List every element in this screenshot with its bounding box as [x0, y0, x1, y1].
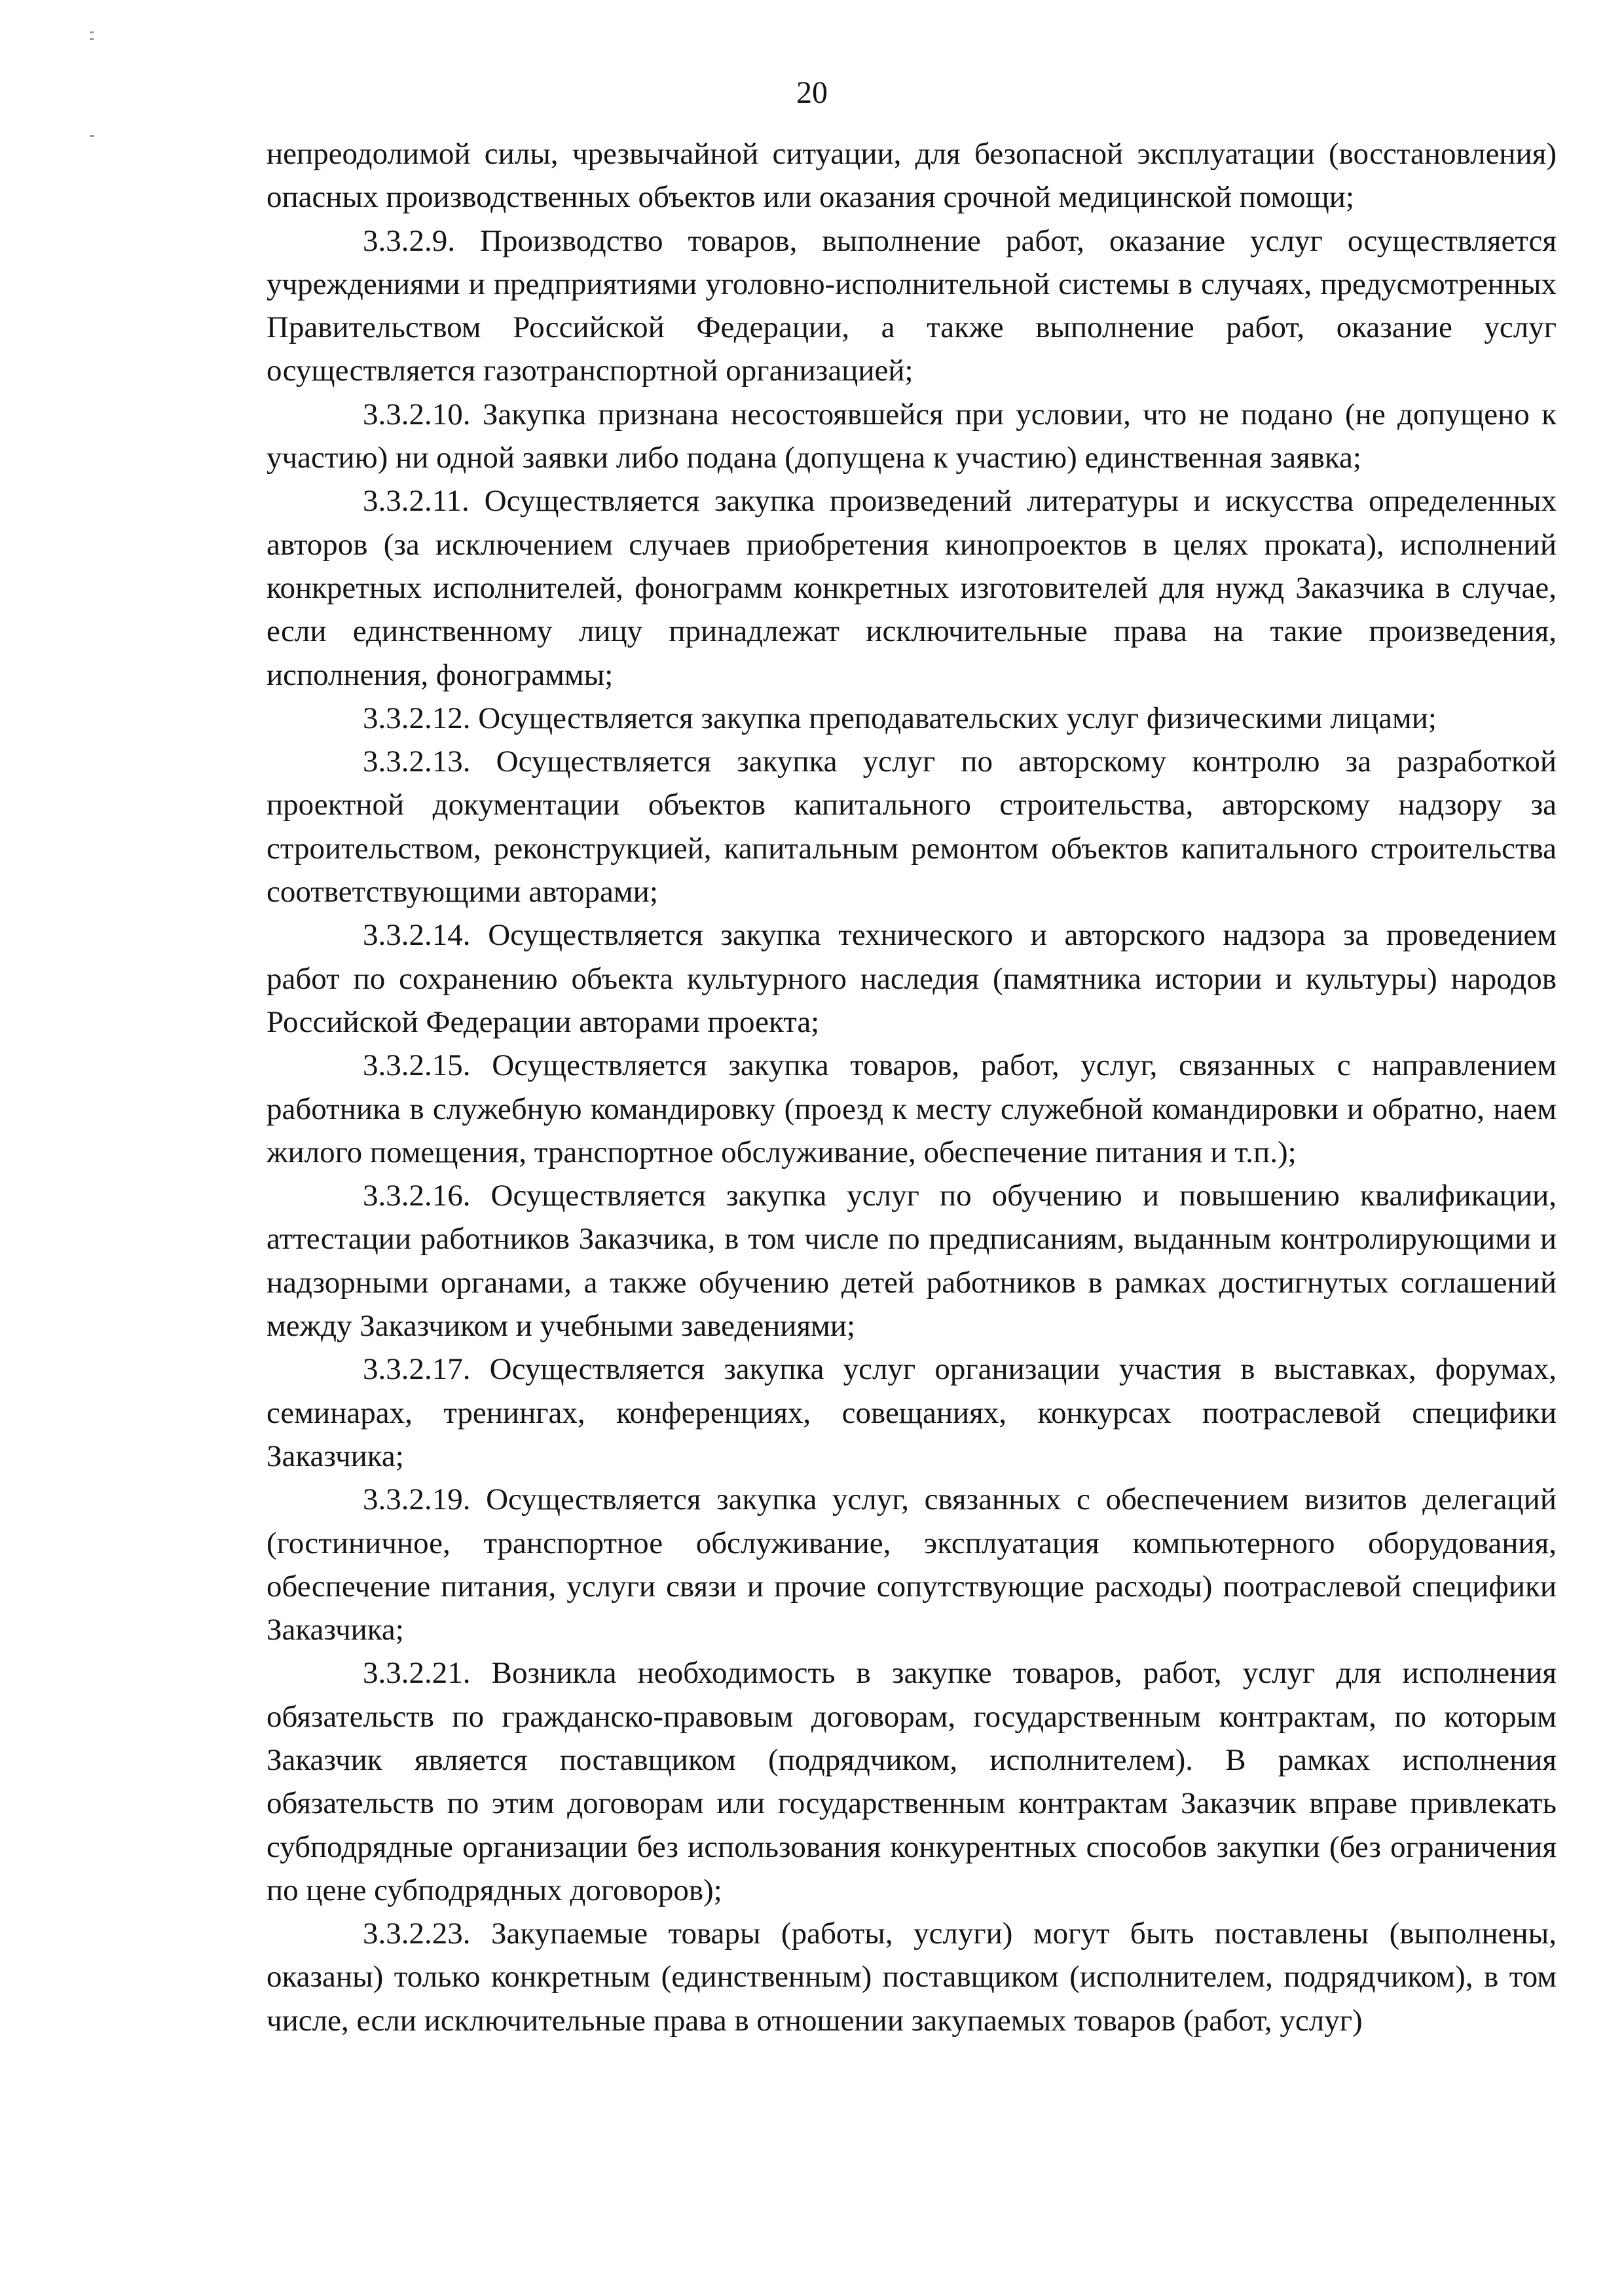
paragraph-3-3-2-14: 3.3.2.14. Осуществляется закупка технического и авторского надзора за проведением работ по сохранению объекта культурного наследия (памятника истории и культуры) народов Российской Федерации авторами проекта;	[267, 918, 1557, 1039]
document-body	[267, 132, 1557, 2042]
scan-mark-top-left	[90, 31, 94, 33]
paragraph-3-3-2-10: 3.3.2.10. Закупка признана несостоявшейся при условии, что не подано (не допущено к участию) ни одной заявки либо подана (допущена к участию) единственная заявка;	[267, 397, 1557, 475]
paragraph-3-3-2-11: 3.3.2.11. Осуществляется закупка произведений литературы и искусства определенных авторов (за исключением случаев приобретения кинопроектов в целях проката), исполнений конкретных исполнителей, фонограмм конкретных изготовителей для нужд Заказчика в случае, если единственному лицу принадлежат исключительные права на такие произведения, исполнения, фонограммы;	[267, 484, 1557, 692]
paragraph-3-3-2-21: 3.3.2.21. Возникла необходимость в закупке товаров, работ, услуг для исполнения обязательств по гражданско-правовым договорам, государственным контрактам, по которым Заказчик является поставщиком (подрядчиком, исполнителем). В рамках исполнения обязательств по этим договорам или государственным контрактам Заказчик вправе привлекать субподрядные организации без использования конкурентных способов закупки (без ограничения по цене субподрядных договоров);	[267, 1656, 1557, 1907]
scan-mark-top-left-2	[90, 38, 94, 40]
paragraph-3-3-2-13: 3.3.2.13. Осуществляется закупка услуг по авторскому контролю за разработкой проектной документации объектов капитального строительства, авторскому надзору за строительством, реконструкцией, капитальным ремонтом объектов капитального строительства соответствующими авторами;	[267, 744, 1557, 909]
paragraph-3-3-2-15: 3.3.2.15. Осуществляется закупка товаров, работ, услуг, связанных с направлением работника в служебную командировку (проезд к месту служебной командировки и обратно, наем жилого помещения, транспортное обслуживание, обеспечение питания и т.п.);	[267, 1048, 1557, 1169]
paragraph-continuation: непреодолимой силы, чрезвычайной ситуации, для безопасной эксплуатации (восстановления) опасных производственных объектов или оказания срочной медицинской помощи;	[267, 137, 1557, 215]
paragraph-3-3-2-19: 3.3.2.19. Осуществляется закупка услуг, связанных с обеспечением визитов делегаций (гостиничное, транспортное обслуживание, эксплуатация компьютерного оборудования, обеспечение питания, услуги связи и прочие сопутствующие расходы) поотраслевой специфики Заказчика;	[267, 1482, 1557, 1647]
page-number: 20	[796, 75, 828, 110]
paragraph-3-3-2-16: 3.3.2.16. Осуществляется закупка услуг по обучению и повышению квалификации, аттестации работников Заказчика, в том числе по предписаниям, выданным контролирующими и надзорными органами, а также обучению детей работников в рамках достигнутых соглашений между Заказчиком и учебными заведениями;	[267, 1179, 1557, 1344]
paragraph-3-3-2-17: 3.3.2.17. Осуществляется закупка услуг организации участия в выставках, форумах, семинарах, тренингах, конференциях, совещаниях, конкурсах поотраслевой специфики Заказчика;	[267, 1352, 1557, 1473]
paragraph-3-3-2-12: 3.3.2.12. Осуществляется закупка преподавательских услуг физическими лицами;	[363, 701, 1437, 735]
scan-mark-left	[90, 135, 94, 137]
paragraph-3-3-2-23: 3.3.2.23. Закупаемые товары (работы, услуги) могут быть поставлены (выполнены, оказаны) только конкретным (единственным) поставщиком (исполнителем, подрядчиком), в том числе, если исключительные права в отношении закупаемых товаров (работ, услуг)	[267, 1917, 1557, 2038]
paragraph-3-3-2-9: 3.3.2.9. Производство товаров, выполнение работ, оказание услуг осуществляется учреждениями и предприятиями уголовно-исполнительной системы в случаях, предусмотренных Правительством Российской Федерации, а также выполнение работ, оказание услуг осуществляется газотранспортной организацией;	[267, 223, 1557, 388]
